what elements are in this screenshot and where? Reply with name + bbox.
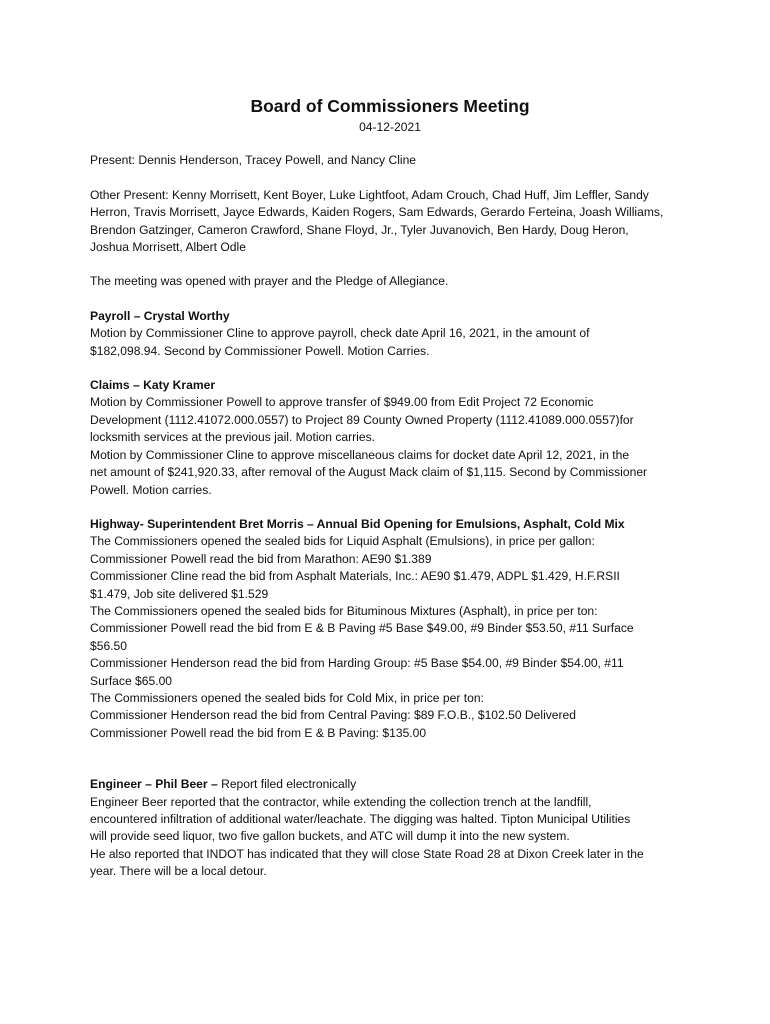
payroll-section bbox=[90, 308, 690, 360]
claims-line: Development (1112.41072.000.0557) to Project 89 County Owned Property (1112.41089.000.0557)for bbox=[90, 412, 634, 427]
document-page bbox=[90, 95, 690, 898]
engineer-heading-note: Report filed electronically bbox=[217, 777, 357, 792]
other-present-line: Herron, Travis Morrisett, Jayce Edwards, Kaiden Rogers, Sam Edwards, Gerardo Ferteina, Joash Williams, bbox=[90, 205, 664, 220]
highway-line: The Commissioners opened the sealed bids for Liquid Asphalt (Emulsions), in price per gallon: bbox=[90, 534, 595, 549]
highway-line: Commissioner Cline read the bid from Asphalt Materials, Inc.: AE90 $1.479, ADPL $1.429, H.F.RSII bbox=[90, 569, 620, 584]
highway-line: Commissioner Powell read the bid from E & B Paving: $135.00 bbox=[90, 725, 427, 740]
other-present-line: Joshua Morrisett, Albert Odle bbox=[90, 240, 246, 255]
other-present-line: Other Present: Kenny Morrisett, Kent Boyer, Luke Lightfoot, Adam Crouch, Chad Huff, Jim Leffler, Sandy bbox=[90, 187, 649, 202]
opening-line: The meeting was opened with prayer and the Pledge of Allegiance. bbox=[90, 274, 449, 289]
claims-line: locksmith services at the previous jail. Motion carries. bbox=[90, 430, 375, 445]
page-title: Board of Commissioners Meeting bbox=[250, 96, 530, 116]
meeting-date: 04-12-2021 bbox=[359, 120, 421, 134]
highway-line: Commissioner Henderson read the bid from Harding Group: #5 Base $54.00, #9 Binder $54.00, #11 bbox=[90, 656, 624, 671]
other-present-line: Brendon Gatzinger, Cameron Crawford, Shane Floyd, Jr., Tyler Juvanovich, Ben Hardy, Doug Heron, bbox=[90, 222, 629, 237]
engineer-heading-row bbox=[90, 776, 690, 793]
engineer-line: Engineer Beer reported that the contractor, while extending the collection trench at the landfill, bbox=[90, 794, 592, 809]
payroll-heading: Payroll – Crystal Worthy bbox=[90, 308, 230, 323]
claims-line: Motion by Commissioner Cline to approve miscellaneous claims for docket date April 12, 2021, in the bbox=[90, 447, 630, 462]
engineer-line: year. There will be a local detour. bbox=[90, 864, 267, 879]
engineer-line: will provide seed liquor, two five gallon buckets, and ATC will dump it into the new system. bbox=[90, 829, 570, 844]
highway-line: $56.50 bbox=[90, 638, 127, 653]
highway-line: Surface $65.00 bbox=[90, 673, 173, 688]
highway-line: The Commissioners opened the sealed bids for Bituminous Mixtures (Asphalt), in price per ton: bbox=[90, 603, 598, 618]
present-line: Present: Dennis Henderson, Tracey Powell, and Nancy Cline bbox=[90, 153, 417, 168]
other-present bbox=[90, 187, 690, 257]
spacer bbox=[90, 759, 690, 776]
engineer-heading: Engineer – Phil Beer – bbox=[90, 777, 218, 792]
engineer-line: He also reported that INDOT has indicated that they will close State Road 28 at Dixon Creek later in the bbox=[90, 846, 644, 861]
claims-line: Powell. Motion carries. bbox=[90, 482, 212, 497]
claims-section bbox=[90, 377, 690, 499]
highway-section bbox=[90, 516, 690, 742]
engineer-line: encountered infiltration of additional water/leachate. The digging was halted. Tipton Municipal Utilities bbox=[90, 812, 631, 826]
claims-heading: Claims – Katy Kramer bbox=[90, 378, 216, 393]
claims-line: net amount of $241,920.33, after removal of the August Mack claim of $1,115. Second by Commissioner bbox=[90, 465, 648, 480]
payroll-line: $182,098.94. Second by Commissioner Powell. Motion Carries. bbox=[90, 343, 430, 358]
highway-line: $1.479, Job site delivered $1.529 bbox=[90, 586, 269, 601]
highway-line: Commissioner Henderson read the bid from Central Paving: $89 F.O.B., $102.50 Delivered bbox=[90, 708, 577, 723]
highway-line: Commissioner Powell read the bid from Marathon: AE90 $1.389 bbox=[90, 551, 432, 566]
payroll-line: Motion by Commissioner Cline to approve payroll, check date April 16, 2021, in the amount of bbox=[90, 326, 590, 341]
claims-line: Motion by Commissioner Powell to approve transfer of $949.00 from Edit Project 72 Economic bbox=[90, 395, 594, 410]
engineer-section bbox=[90, 776, 690, 880]
highway-heading: Highway- Superintendent Bret Morris – Annual Bid Opening for Emulsions, Asphalt, Cold Mix bbox=[90, 516, 625, 531]
highway-line: Commissioner Powell read the bid from E & B Paving #5 Base $49.00, #9 Binder $53.50, #11 Surface bbox=[90, 621, 634, 636]
highway-line: The Commissioners opened the sealed bids for Cold Mix, in price per ton: bbox=[90, 690, 484, 705]
